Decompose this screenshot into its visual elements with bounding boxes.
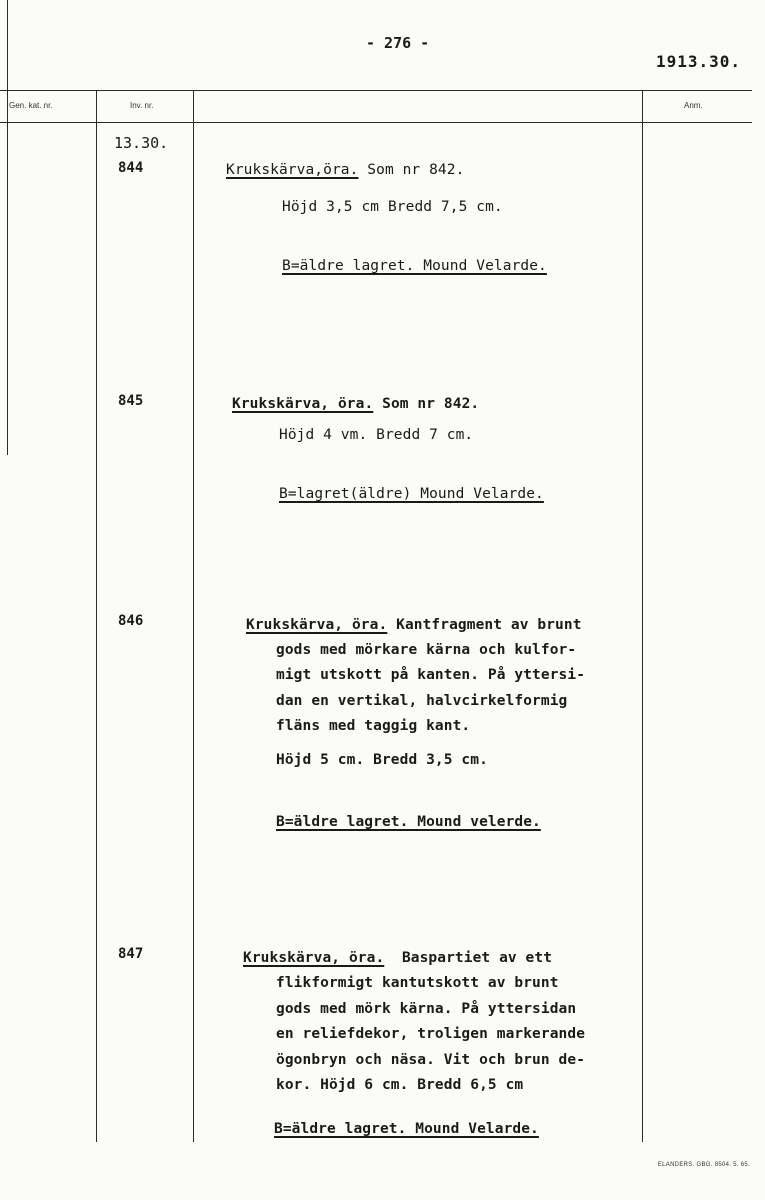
entry-line: kor. Höjd 6 cm. Bredd 6,5 cm: [276, 1077, 524, 1093]
entry-desc: Som nr 842.: [373, 396, 480, 412]
entry-desc: Kantfragment av brunt: [387, 617, 582, 633]
inv-number: 846: [118, 613, 144, 629]
entry-title-line: [246, 617, 582, 633]
entry-title-line: [226, 162, 464, 178]
entry-title-line: [243, 950, 552, 966]
entry-layer: B=äldre lagret. Mound velerde.: [276, 814, 541, 830]
header-gen-kat-nr: Gen. kat. nr.: [9, 101, 53, 110]
left-margin-rule: [7, 0, 8, 455]
catalog-code: 1913.30.: [656, 52, 742, 71]
entry-desc: Baspartiet av ett: [384, 950, 553, 966]
header-bottom-rule: [0, 122, 752, 123]
entry-line: Höjd 4 vm. Bredd 7 cm.: [279, 427, 474, 443]
entry-title-line: [232, 396, 479, 412]
header-anm: Anm.: [684, 101, 703, 110]
inv-number: 844: [118, 160, 144, 176]
entry-title: Krukskärva, öra.: [232, 396, 374, 412]
entry-line: migt utskott på kanten. På yttersi-: [276, 667, 586, 683]
entry-layer: B=äldre lagret. Mound Velarde.: [274, 1121, 539, 1137]
entry-line: en reliefdekor, troligen markerande: [276, 1026, 586, 1042]
series-label: 13.30.: [114, 134, 169, 152]
page-number: - 276 -: [366, 34, 430, 52]
text-column-rule: [193, 90, 194, 1142]
entry-line: flikformigt kantutskott av brunt: [276, 975, 559, 991]
entry-line: fläns med taggig kant.: [276, 718, 471, 734]
entry-line: dan en vertikal, halvcirkelformig: [276, 693, 568, 709]
inv-number: 845: [118, 393, 144, 409]
header-inv-nr: Inv. nr.: [130, 101, 154, 110]
entry-line: gods med mörk kärna. På yttersidan: [276, 1001, 577, 1017]
anm-column-rule: [642, 90, 643, 1142]
entry-title: Krukskärva, öra.: [246, 617, 388, 633]
entry-title: Krukskärva, öra.: [243, 950, 385, 966]
entry-desc: Som nr 842.: [358, 162, 465, 178]
header-top-rule: [0, 90, 752, 91]
inv-column-rule: [96, 90, 97, 1142]
inv-number: 847: [118, 946, 144, 962]
entry-title: Krukskärva,öra.: [226, 162, 359, 178]
entry-line: Höjd 5 cm. Bredd 3,5 cm.: [276, 752, 488, 768]
entry-layer: B=äldre lagret. Mound Velarde.: [282, 258, 547, 274]
entry-line: gods med mörkare kärna och kulfor-: [276, 642, 577, 658]
entry-layer: B=lagret(äldre) Mound Velarde.: [279, 486, 544, 502]
entry-line: ögonbryn och näsa. Vit och brun de-: [276, 1052, 586, 1068]
printer-imprint: ELANDERS. GBG. 8504. 5. 65.: [657, 1162, 750, 1168]
entry-line: Höjd 3,5 cm Bredd 7,5 cm.: [282, 199, 503, 215]
